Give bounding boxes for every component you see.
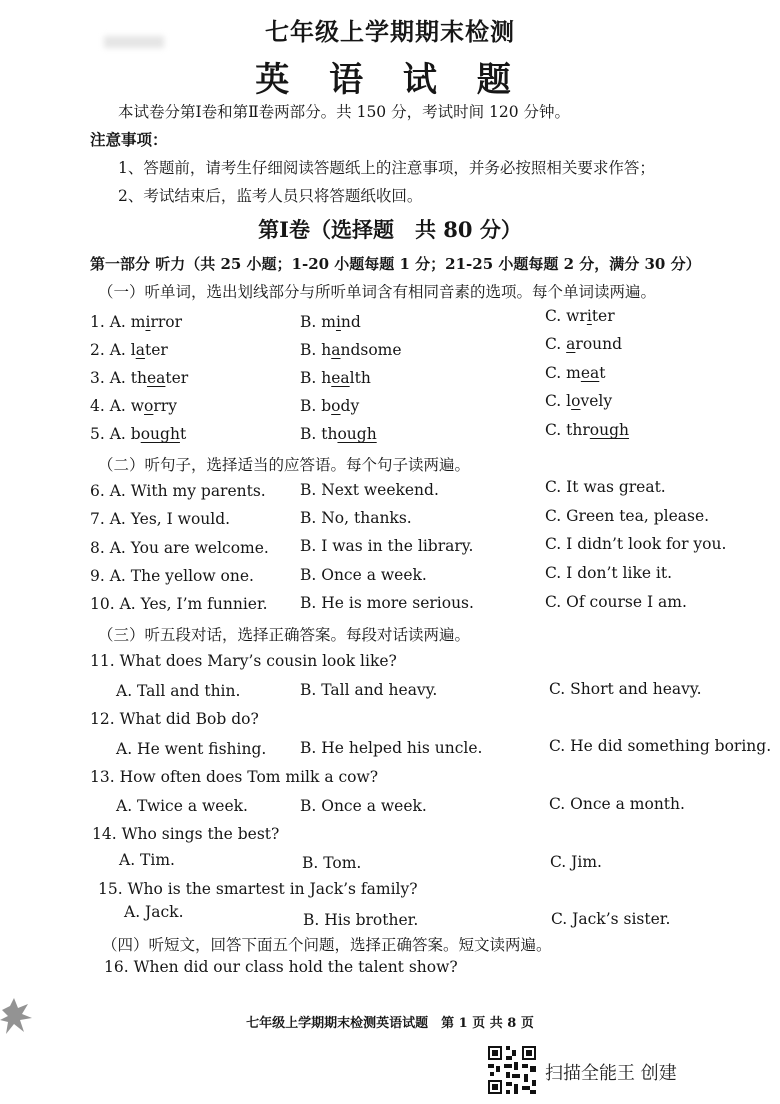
question-15-option-a: A. Jack.: [124, 903, 184, 921]
question-8-option-c: C. I didn’t look for you.: [545, 535, 727, 553]
question-6-option-b: B. Next weekend.: [300, 481, 439, 499]
question-15-stem: 15. Who is the smartest in Jack’s family?: [98, 880, 418, 898]
question-15-option-b: B. His brother.: [303, 911, 419, 929]
question-11-option-c: C. Short and heavy.: [549, 680, 702, 698]
question-3-option-a: 3. A. theater: [90, 369, 189, 387]
subject-title: 英 语 试 题: [255, 60, 525, 100]
question-7-option-c: C. Green tea, please.: [545, 507, 710, 525]
question-14-option-b: B. Tom.: [302, 854, 362, 872]
question-12-option-b: B. He helped his uncle.: [300, 739, 483, 757]
question-7-option-b: B. No, thanks.: [300, 509, 412, 527]
notice-item-2: 2、考试结束后，监考人员只将答题纸收回。: [118, 187, 423, 205]
question-10-option-b: B. He is more serious.: [300, 594, 474, 612]
question-8-option-b: B. I was in the library.: [300, 537, 474, 555]
question-10-option-a: 10. A. Yes, I’m funnier.: [90, 595, 268, 613]
question-3-option-b: B. health: [300, 369, 371, 387]
section-title: 第Ⅰ卷（选择题 共 80 分）: [258, 217, 522, 242]
question-6-option-a: 6. A. With my parents.: [90, 482, 266, 500]
question-5-option-c: C. through: [545, 421, 630, 439]
question-15-option-c: C. Jack’s sister.: [551, 910, 671, 928]
question-12-stem: 12. What did Bob do?: [90, 710, 259, 728]
question-5-option-a: 5. A. bought: [90, 425, 187, 443]
question-13-option-b: B. Once a week.: [300, 797, 427, 815]
question-9-option-b: B. Once a week.: [300, 566, 427, 584]
question-1-option-c: C. writer: [545, 307, 615, 325]
question-12-option-c: C. He did something boring.: [549, 737, 772, 755]
page-footer: 七年级上学期期末检测英语试题 第 1 页 共 8 页: [246, 1016, 534, 1031]
question-9-option-c: C. I don’t like it.: [545, 564, 673, 582]
part-c-instruction: （三）听五段对话，选择正确答案。每段对话读两遍。: [98, 626, 471, 644]
question-2-option-a: 2. A. later: [90, 341, 168, 359]
notice-title: 注意事项：: [90, 130, 168, 149]
question-11-option-a: A. Tall and thin.: [116, 682, 241, 700]
question-10-option-c: C. Of course I am.: [545, 593, 687, 611]
part-a-instruction: （一）听单词，选出划线部分与所听单词含有相同音素的选项。每个单词读两遍。: [98, 283, 657, 301]
question-11-option-b: B. Tall and heavy.: [300, 681, 438, 699]
qr-code-icon: [486, 1044, 538, 1096]
question-8-option-a: 8. A. You are welcome.: [90, 539, 269, 557]
question-13-stem: 13. How often does Tom milk a cow?: [90, 768, 379, 786]
exam-title: 七年级上学期期末检测: [265, 17, 515, 46]
question-9-option-a: 9. A. The yellow one.: [90, 567, 254, 585]
question-2-option-c: C. around: [545, 335, 623, 353]
question-6-option-c: C. It was great.: [545, 478, 666, 496]
question-13-option-c: C. Once a month.: [549, 795, 685, 813]
part-one-heading: 第一部分 听力（共 25 小题；1-20 小题每题 1 分；21-25 小题每题 2 分，满分 30 分）: [90, 255, 701, 273]
question-4-option-a: 4. A. worry: [90, 397, 177, 415]
part-d-instruction: （四）听短文，回答下面五个问题，选择正确答案。短文读两遍。: [102, 936, 552, 954]
exam-intro: 本试卷分第Ⅰ卷和第Ⅱ卷两部分。共 150 分，考试时间 120 分钟。: [118, 103, 571, 121]
notice-item-1: 1、答题前，请考生仔细阅读答题纸上的注意事项，并务必按照相关要求作答；: [118, 159, 655, 177]
question-16-stem: 16. When did our class hold the talent show?: [104, 958, 458, 976]
question-14-option-a: A. Tim.: [119, 851, 175, 869]
question-12-option-a: A. He went fishing.: [116, 740, 267, 758]
question-13-option-a: A. Twice a week.: [116, 797, 248, 815]
question-2-option-b: B. handsome: [300, 341, 402, 359]
question-5-option-b: B. though: [300, 425, 377, 443]
question-4-option-c: C. lovely: [545, 392, 613, 410]
question-14-stem: 14. Who sings the best?: [92, 825, 280, 843]
part-b-instruction: （二）听句子，选择适当的应答语。每个句子读两遍。: [98, 456, 471, 474]
question-1-option-b: B. mind: [300, 313, 361, 331]
scanner-watermark: 扫描全能王 创建: [545, 1063, 677, 1084]
question-7-option-a: 7. A. Yes, I would.: [90, 510, 231, 528]
question-4-option-b: B. body: [300, 397, 360, 415]
question-1-option-a: 1. A. mirror: [90, 313, 182, 331]
question-11-stem: 11. What does Mary’s cousin look like?: [90, 652, 397, 670]
question-3-option-c: C. meat: [545, 364, 606, 382]
question-14-option-c: C. Jim.: [550, 853, 602, 871]
